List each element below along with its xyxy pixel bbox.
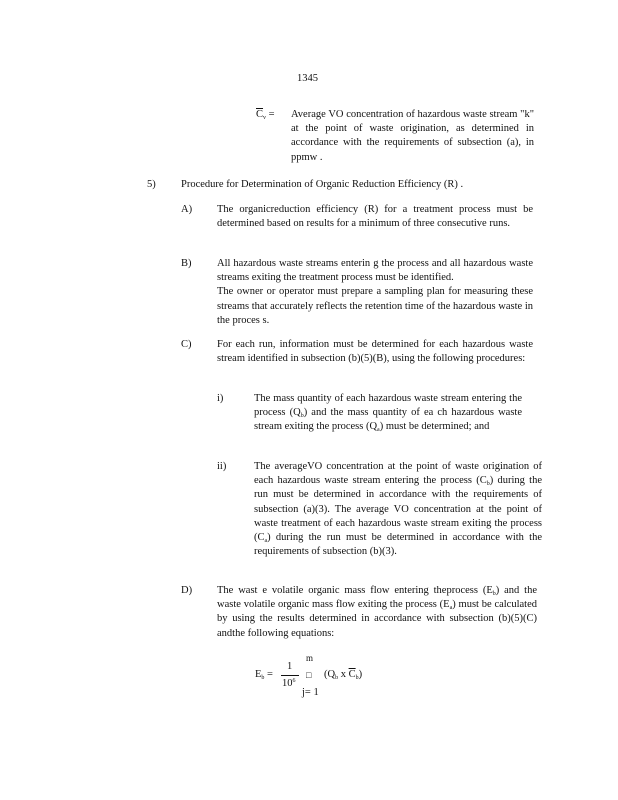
cv-symbol: $\overline{C}_v$ =: [256, 109, 275, 121]
eq-sum-symbol: □: [306, 670, 312, 680]
item-label-d: D): [181, 585, 193, 596]
page-number: 1345: [297, 73, 318, 84]
item-label-c: C): [181, 339, 192, 350]
item-text-a: The organicreduction efficiency (R) for a treatment process must be determined based on results for a minimum of three consecutive runs.: [217, 204, 533, 230]
subitem-label-i: i): [217, 393, 224, 404]
eq-lhs: $E_b$ =: [255, 669, 273, 681]
section-number: 5): [147, 179, 156, 190]
section-title: Procedure for Determination of Organic Reduction Efficiency (R) .: [181, 179, 464, 190]
item-label-b: B): [181, 258, 192, 269]
eq-sum-lower: j= 1: [302, 687, 319, 698]
eq-numerator: 1: [287, 661, 293, 672]
item-text-d: The wast e volatile organic mass flow entering theprocess $(E_b)$ and the waste volatile organic mass flow exiting the process $(E_a)$ must be calculated by using the results determined in accordance with subsection (b)(5)(C) andthe following equations:: [217, 585, 537, 639]
subitem-label-ii: ii): [217, 461, 227, 472]
item-text-c: For each run, information must be determined for each hazardous waste stream identified in subsection (b)(5)(B), using the following procedures:: [217, 339, 533, 365]
item-label-a: A): [181, 204, 193, 215]
cv-definition-text: Average VO concentration of hazardous waste stream "k" at the point of waste origination, as determined in accordance with the requirements of subsection (a), in ppmw .: [291, 109, 534, 163]
subitem-text-i: The mass quantity of each hazardous waste stream entering the process $(Q_b)$ and the mass quantity of ea ch hazardous waste stream exiting the process $(Q_a)$ must be determined; and: [254, 393, 522, 434]
item-text-b-part2: The owner or operator must prepare a sampling plan for measuring these streams that accurately reflects the retention time of the hazardous waste in the proces s.: [217, 286, 533, 326]
eq-fraction-bar: [281, 675, 299, 676]
eq-denominator: $10^6$: [282, 678, 296, 689]
subitem-text-ii: The averageVO concentration at the point of waste origination of each hazardous waste stream entering the process $(C_b)$ during the run must be determined in accordance with the requirements of subsection (a)(3). The average VO concentration at the point of waste treatment of each hazardous waste stream exiting the process $(C_a)$ during the run must be determined in accordance with the requirements of subsection (b)(3).: [254, 461, 542, 558]
item-text-b-part1: All hazardous waste streams enterin g the process and all hazardous waste streams exiting the treatment process must be identified.: [217, 258, 533, 284]
eq-sum-upper: m: [306, 653, 314, 663]
eq-term: ($Q_b$ x $\overline{C}_b$): [324, 669, 363, 681]
item-text-b: [217, 257, 533, 328]
